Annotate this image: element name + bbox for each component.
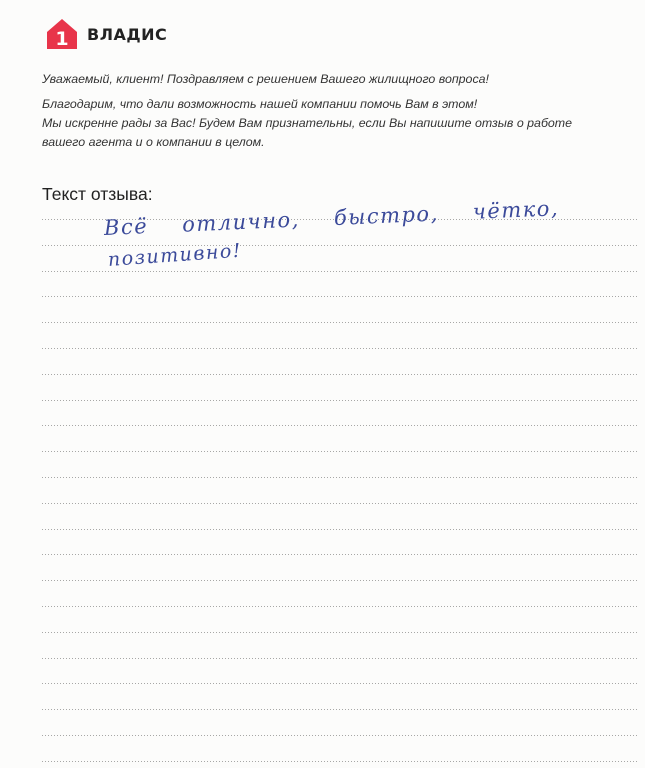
handwritten-review-line-1: Всё отлично, быстро, чётко, — [103, 196, 560, 240]
company-name: ВЛАДИС — [87, 24, 168, 44]
house-logo-icon — [46, 18, 78, 50]
handwritten-review-line-2: позитивно! — [107, 239, 243, 271]
thank-you-text: Благодарим, что дали возможность нашей компании помочь Вам в этом! Мы искренне рады за Вас! Будем Вам признательны, если Вы напишите отзыв о работе вашего агента и о компании в целом. — [42, 97, 573, 149]
greeting-text: Уважаемый, клиент! Поздравляем с решением Вашего жилищного вопроса! — [42, 72, 489, 86]
intro-text — [42, 70, 622, 152]
logo-digit: 1 — [55, 28, 69, 50]
company-logo — [46, 18, 167, 50]
review-heading: Текст отзыва: — [42, 184, 153, 204]
